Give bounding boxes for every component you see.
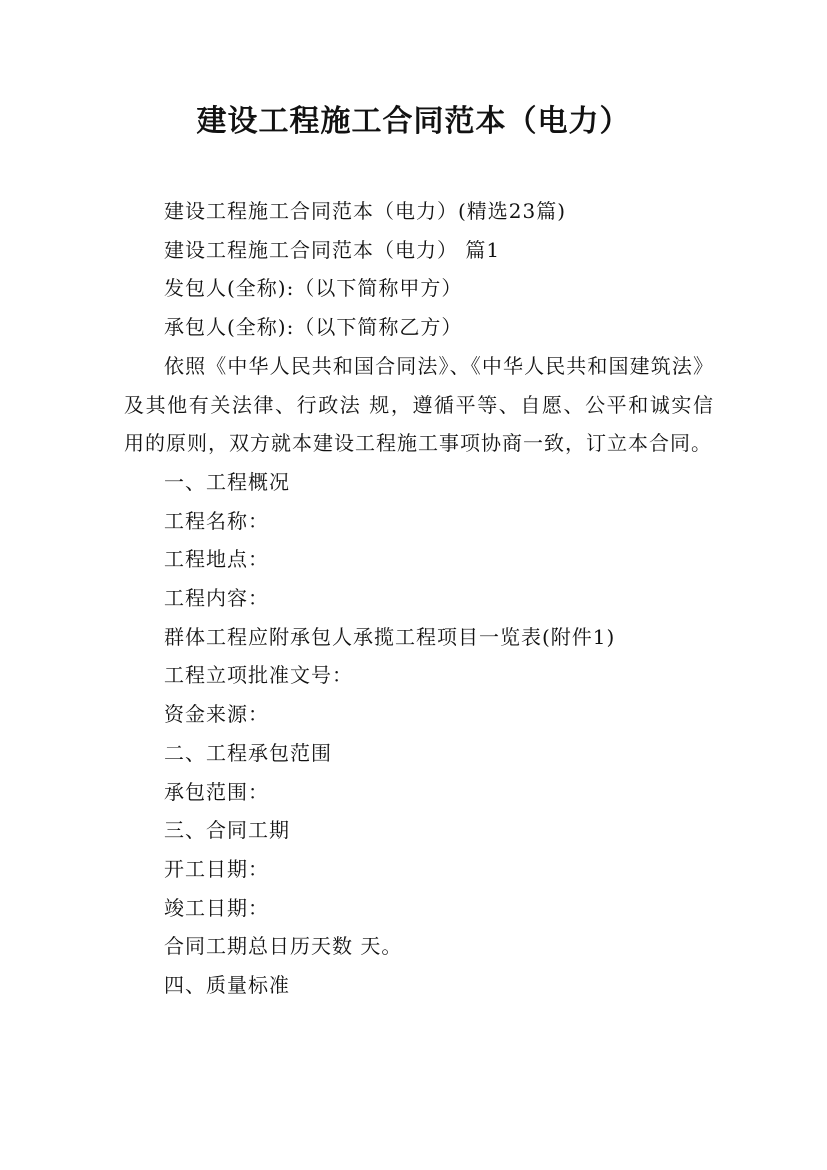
document-title: 建设工程施工合同范本（电力） [196, 104, 631, 139]
paragraph-subtitle: 建设工程施工合同范本（电力）(精选23篇) [164, 199, 567, 223]
field-start-date: 开工日期： [164, 856, 269, 881]
field-project-name: 工程名称： [164, 508, 269, 533]
field-scope: 承包范围： [164, 779, 269, 804]
heading-quality-standard: 四、质量标准 [164, 973, 290, 998]
paragraph-attachment-note: 群体工程应附承包人承揽工程项目一览表(附件1) [164, 624, 616, 649]
heading-scope: 二、工程承包范围 [164, 740, 332, 765]
heading-project-overview: 一、工程概况 [164, 469, 290, 494]
field-project-content: 工程内容： [164, 586, 269, 611]
field-total-days: 合同工期总日历天数 天。 [164, 934, 403, 959]
field-approval-number: 工程立项批准文号： [164, 663, 353, 688]
paragraph-preamble: 依照《中华人民共和国合同法》、《中华人民共和国建筑法》及其他有关法律、行政法 规，遵循平等、自愿、公平和诚实信用的原则，双方就本建设工程施工事项协商一致，订立本合同。 [124, 353, 714, 456]
field-project-location: 工程地点： [164, 547, 269, 572]
paragraph-section-heading: 建设工程施工合同范本（电力） 篇1 [164, 237, 501, 262]
field-completion-date: 竣工日期： [164, 895, 269, 920]
field-funding-source: 资金来源： [164, 702, 269, 727]
paragraph-employer: 发包人(全称):（以下简称甲方） [164, 276, 463, 301]
document-body [124, 192, 714, 1005]
paragraph-contractor: 承包人(全称):（以下简称乙方） [164, 315, 463, 340]
heading-contract-period: 三、合同工期 [164, 818, 290, 843]
